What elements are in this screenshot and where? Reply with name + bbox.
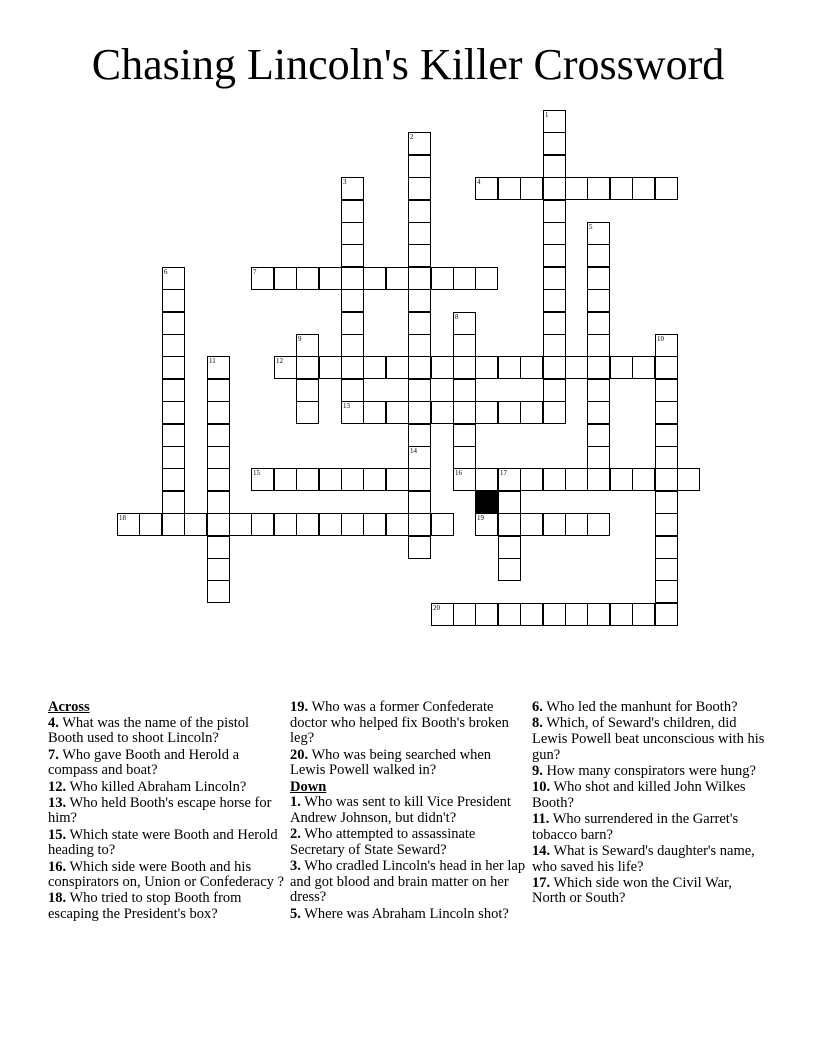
grid-cell[interactable] [117, 513, 140, 536]
clue-number: 7 [253, 268, 257, 276]
clue-across [48, 891, 284, 922]
grid-cell[interactable] [587, 244, 610, 267]
grid-cell[interactable] [587, 334, 610, 357]
grid-cell[interactable] [475, 177, 498, 200]
grid-cell[interactable] [341, 312, 364, 335]
black-cell [475, 491, 498, 514]
grid-cell[interactable] [587, 289, 610, 312]
grid-cell[interactable] [655, 356, 678, 379]
clue-number-label: 18. [48, 890, 67, 907]
grid-cell[interactable] [296, 468, 319, 491]
clue-number: 6 [164, 268, 168, 276]
grid-cell[interactable] [207, 558, 230, 581]
clue-text: Which side won the Civil War, North or South? [532, 874, 732, 907]
clue-number: 18 [119, 514, 126, 522]
grid-cell[interactable] [207, 468, 230, 491]
grid-cell[interactable] [632, 356, 655, 379]
grid-cell[interactable] [543, 334, 566, 357]
grid-cell[interactable] [543, 132, 566, 155]
grid-cell[interactable] [162, 334, 185, 357]
grid-cell[interactable] [655, 379, 678, 402]
clue-text: Who held Booth's escape horse for him? [48, 794, 272, 827]
grid-cell[interactable] [408, 289, 431, 312]
clue-down [532, 700, 768, 716]
clue-number: 17 [500, 469, 507, 477]
grid-cell[interactable] [319, 513, 342, 536]
grid-cell[interactable] [207, 446, 230, 469]
grid-cell[interactable] [341, 289, 364, 312]
grid-cell[interactable] [408, 312, 431, 335]
grid-cell[interactable] [543, 513, 566, 536]
grid-cell[interactable] [453, 468, 476, 491]
grid-cell[interactable] [655, 536, 678, 559]
grid-cell[interactable] [274, 513, 297, 536]
grid-cell[interactable] [431, 356, 454, 379]
clue-number: 14 [410, 447, 417, 455]
grid-cell[interactable] [274, 468, 297, 491]
clue-number-label: 8. [532, 715, 543, 732]
clue-number-label: 13. [48, 794, 67, 811]
grid-cell[interactable] [341, 356, 364, 379]
grid-cell[interactable] [408, 379, 431, 402]
clue-across [290, 748, 526, 779]
grid-cell[interactable] [498, 401, 521, 424]
grid-cell[interactable] [296, 513, 319, 536]
grid-cell[interactable] [453, 312, 476, 335]
clue-down [532, 716, 768, 763]
grid-cell[interactable] [207, 356, 230, 379]
grid-cell[interactable] [677, 468, 700, 491]
grid-cell[interactable] [520, 513, 543, 536]
grid-cell[interactable] [408, 513, 431, 536]
clue-number: 8 [455, 313, 459, 321]
grid-cell[interactable] [543, 177, 566, 200]
clue-text: Which state were Booth and Herold heading to? [48, 826, 278, 859]
grid-cell[interactable] [655, 603, 678, 626]
grid-cell[interactable] [408, 446, 431, 469]
grid-cell[interactable] [655, 334, 678, 357]
clue-text: Who was a former Confederate doctor who helped fix Booth's broken leg? [290, 699, 509, 747]
grid-cell[interactable] [520, 603, 543, 626]
grid-cell[interactable] [655, 580, 678, 603]
grid-cell[interactable] [475, 468, 498, 491]
grid-cell[interactable] [341, 267, 364, 290]
grid-cell[interactable] [453, 379, 476, 402]
grid-cell[interactable] [408, 222, 431, 245]
clue-number-label: 12. [48, 778, 67, 795]
grid-cell[interactable] [341, 200, 364, 223]
grid-cell[interactable] [498, 603, 521, 626]
grid-cell[interactable] [565, 513, 588, 536]
grid-cell[interactable] [363, 401, 386, 424]
clue-number-label: 11. [532, 810, 550, 827]
grid-cell[interactable] [408, 424, 431, 447]
clue-down [532, 764, 768, 780]
grid-cell[interactable] [610, 603, 633, 626]
grid-cell[interactable] [162, 424, 185, 447]
clue-number-label: 20. [290, 746, 309, 763]
grid-cell[interactable] [587, 401, 610, 424]
grid-cell[interactable] [386, 267, 409, 290]
grid-cell[interactable] [162, 446, 185, 469]
grid-cell[interactable] [319, 468, 342, 491]
grid-cell[interactable] [162, 468, 185, 491]
clue-down [290, 795, 526, 826]
grid-cell[interactable] [184, 513, 207, 536]
grid-cell[interactable] [543, 289, 566, 312]
grid-cell[interactable] [587, 222, 610, 245]
grid-cell[interactable] [341, 468, 364, 491]
grid-cell[interactable] [296, 401, 319, 424]
clue-number: 4 [477, 178, 481, 186]
grid-cell[interactable] [655, 401, 678, 424]
grid-cell[interactable] [207, 401, 230, 424]
grid-cell[interactable] [431, 267, 454, 290]
grid-cell[interactable] [543, 222, 566, 245]
grid-cell[interactable] [274, 356, 297, 379]
clue-number: 20 [433, 604, 440, 612]
clue-text: Who was sent to kill Vice President Andrew Johnson, but didn't? [290, 794, 511, 826]
clue-across [48, 796, 284, 827]
grid-cell[interactable] [363, 267, 386, 290]
grid-cell[interactable] [207, 536, 230, 559]
grid-cell[interactable] [655, 513, 678, 536]
grid-cell[interactable] [453, 446, 476, 469]
clue-number: 19 [477, 514, 484, 522]
clue-number: 15 [253, 469, 260, 477]
grid-cell[interactable] [251, 468, 274, 491]
clue-down [532, 780, 768, 811]
grid-cell[interactable] [207, 379, 230, 402]
clue-text: Who killed Abraham Lincoln? [66, 778, 247, 795]
grid-cell[interactable] [162, 401, 185, 424]
grid-cell[interactable] [587, 424, 610, 447]
grid-cell[interactable] [363, 468, 386, 491]
grid-cell[interactable] [498, 558, 521, 581]
grid-cell[interactable] [162, 513, 185, 536]
clue-text: Who attempted to assassinate Secretary of State Seward? [290, 826, 476, 858]
clue-text: What is Seward's daughter's name, who saved his life? [532, 842, 755, 875]
clue-number: 11 [209, 357, 216, 365]
clue-number-label: 10. [532, 779, 551, 796]
page-title: Chasing Lincoln's Killer Crossword [91, 40, 725, 89]
grid-cell[interactable] [498, 177, 521, 200]
clue-number-label: 14. [532, 842, 551, 859]
grid-cell[interactable] [543, 356, 566, 379]
grid-cell[interactable] [296, 334, 319, 357]
grid-cell[interactable] [655, 558, 678, 581]
grid-cell[interactable] [341, 222, 364, 245]
clue-across [48, 860, 284, 891]
grid-cell[interactable] [386, 356, 409, 379]
grid-cell[interactable] [139, 513, 162, 536]
clue-text: How many conspirators were hung? [542, 762, 756, 779]
grid-cell[interactable] [543, 312, 566, 335]
grid-cell[interactable] [162, 289, 185, 312]
grid-cell[interactable] [251, 267, 274, 290]
clue-number-label: 17. [532, 874, 551, 891]
grid-cell[interactable] [408, 155, 431, 178]
clue-number: 3 [343, 178, 347, 186]
clues-column-2 [290, 700, 526, 923]
clue-number: 2 [410, 133, 414, 141]
clue-number: 1 [545, 111, 549, 119]
grid-cell[interactable] [162, 267, 185, 290]
clue-number-label: 19. [290, 699, 309, 715]
grid-cell[interactable] [565, 468, 588, 491]
grid-cell[interactable] [587, 446, 610, 469]
grid-cell[interactable] [543, 110, 566, 133]
grid-cell[interactable] [386, 401, 409, 424]
grid-cell[interactable] [453, 401, 476, 424]
grid-cell[interactable] [408, 401, 431, 424]
clue-across [48, 780, 284, 796]
grid-cell[interactable] [475, 356, 498, 379]
clue-number: 10 [657, 335, 664, 343]
grid-cell[interactable] [162, 379, 185, 402]
grid-cell[interactable] [543, 244, 566, 267]
clue-number: 13 [343, 402, 350, 410]
clue-number-label: 16. [48, 858, 67, 875]
grid-cell[interactable] [655, 468, 678, 491]
grid-cell[interactable] [341, 401, 364, 424]
grid-cell[interactable] [565, 177, 588, 200]
grid-cell[interactable] [520, 401, 543, 424]
grid-cell[interactable] [587, 267, 610, 290]
clue-down [290, 907, 526, 923]
clue-across [48, 828, 284, 859]
grid-cell[interactable] [207, 513, 230, 536]
down-heading: Down [290, 778, 327, 795]
clue-number: 16 [455, 469, 462, 477]
grid-cell[interactable] [408, 177, 431, 200]
clue-text: Who gave Booth and Herold a compass and boat? [48, 746, 240, 779]
grid-cell[interactable] [587, 603, 610, 626]
grid-cell[interactable] [431, 513, 454, 536]
grid-cell[interactable] [587, 468, 610, 491]
grid-cell[interactable] [274, 267, 297, 290]
grid-cell[interactable] [341, 379, 364, 402]
grid-cell[interactable] [543, 267, 566, 290]
grid-cell[interactable] [408, 468, 431, 491]
grid-cell[interactable] [386, 468, 409, 491]
clue-down [290, 827, 526, 858]
grid-cell[interactable] [498, 536, 521, 559]
grid-cell[interactable] [610, 177, 633, 200]
grid-cell[interactable] [587, 356, 610, 379]
grid-cell[interactable] [207, 580, 230, 603]
across-heading: Across [48, 699, 90, 715]
grid-cell[interactable] [319, 356, 342, 379]
grid-cell[interactable] [296, 267, 319, 290]
grid-cell[interactable] [543, 379, 566, 402]
grid-cell[interactable] [408, 491, 431, 514]
grid-cell[interactable] [408, 244, 431, 267]
grid-cell[interactable] [453, 334, 476, 357]
clue-text: Where was Abraham Lincoln shot? [300, 905, 509, 922]
clue-down [532, 812, 768, 843]
clue-number-label: 7. [48, 746, 59, 763]
grid-cell[interactable] [386, 513, 409, 536]
grid-cell[interactable] [162, 491, 185, 514]
grid-cell[interactable] [632, 468, 655, 491]
clue-down [532, 844, 768, 875]
grid-cell[interactable] [543, 200, 566, 223]
clue-across [48, 716, 284, 747]
grid-cell[interactable] [565, 356, 588, 379]
grid-cell[interactable] [655, 177, 678, 200]
grid-cell[interactable] [408, 356, 431, 379]
grid-cell[interactable] [207, 424, 230, 447]
clue-number-label: 15. [48, 826, 67, 843]
grid-cell[interactable] [296, 379, 319, 402]
grid-cell[interactable] [453, 424, 476, 447]
grid-cell[interactable] [431, 603, 454, 626]
clue-number: 12 [276, 357, 283, 365]
grid-cell[interactable] [475, 267, 498, 290]
clue-text: Who cradled Lincoln's head in her lap and got blood and brain matter on her dress? [290, 858, 526, 906]
clue-number-label: 9. [532, 762, 543, 779]
clue-number-label: 5. [290, 905, 301, 922]
grid-cell[interactable] [251, 513, 274, 536]
clue-down [532, 876, 768, 907]
clue-text: Which side were Booth and his conspirators on, Union or Confederacy ? [48, 858, 284, 891]
grid-cell[interactable] [655, 424, 678, 447]
grid-cell[interactable] [363, 513, 386, 536]
clue-number-label: 1. [290, 794, 301, 811]
clue-number-label: 6. [532, 699, 543, 715]
clue-number: 9 [298, 335, 302, 343]
grid-cell[interactable] [408, 536, 431, 559]
clue-text: Who led the manhunt for Booth? [542, 699, 738, 715]
grid-cell[interactable] [587, 379, 610, 402]
grid-cell[interactable] [543, 401, 566, 424]
grid-cell[interactable] [341, 177, 364, 200]
grid-cell[interactable] [543, 603, 566, 626]
clues-column-1 [48, 700, 284, 923]
clue-number: 5 [589, 223, 593, 231]
grid-cell[interactable] [520, 356, 543, 379]
clue-number-label: 3. [290, 858, 301, 875]
grid-cell[interactable] [498, 513, 521, 536]
grid-cell[interactable] [475, 603, 498, 626]
grid-cell[interactable] [475, 513, 498, 536]
clue-text: Who tried to stop Booth from escaping the President's box? [48, 890, 242, 923]
grid-cell[interactable] [543, 468, 566, 491]
grid-cell[interactable] [319, 267, 342, 290]
grid-cell[interactable] [610, 468, 633, 491]
grid-cell[interactable] [341, 244, 364, 267]
grid-cell[interactable] [408, 132, 431, 155]
clue-text: Who shot and killed John Wilkes Booth? [532, 779, 746, 811]
clue-text: Who surrendered in the Garret's tobacco barn? [532, 810, 739, 843]
grid-cell[interactable] [408, 200, 431, 223]
grid-cell[interactable] [565, 603, 588, 626]
clue-number-label: 4. [48, 714, 59, 731]
grid-cell[interactable] [475, 401, 498, 424]
grid-cell[interactable] [162, 356, 185, 379]
grid-cell[interactable] [498, 356, 521, 379]
grid-cell[interactable] [341, 513, 364, 536]
grid-cell[interactable] [520, 468, 543, 491]
clue-across [290, 700, 526, 747]
grid-cell[interactable] [498, 491, 521, 514]
grid-cell[interactable] [655, 446, 678, 469]
grid-cell[interactable] [453, 356, 476, 379]
grid-cell[interactable] [296, 356, 319, 379]
clue-text: What was the name of the pistol Booth used to shoot Lincoln? [48, 714, 250, 747]
clue-across [48, 748, 284, 779]
grid-cell[interactable] [162, 312, 185, 335]
grid-cell[interactable] [632, 177, 655, 200]
grid-cell[interactable] [498, 468, 521, 491]
grid-cell[interactable] [632, 603, 655, 626]
grid-cell[interactable] [453, 267, 476, 290]
grid-cell[interactable] [408, 334, 431, 357]
grid-cell[interactable] [229, 513, 252, 536]
grid-cell[interactable] [453, 603, 476, 626]
grid-cell[interactable] [543, 155, 566, 178]
clue-down [290, 859, 526, 906]
grid-cell[interactable] [207, 491, 230, 514]
grid-cell[interactable] [341, 334, 364, 357]
grid-cell[interactable] [610, 356, 633, 379]
grid-cell[interactable] [520, 177, 543, 200]
grid-cell[interactable] [431, 401, 454, 424]
clue-text: Which, of Seward's children, did Lewis Powell beat unconscious with his gun? [532, 715, 765, 763]
grid-cell[interactable] [587, 177, 610, 200]
grid-cell[interactable] [408, 267, 431, 290]
clues-column-3 [532, 700, 768, 908]
clue-text: Who was being searched when Lewis Powell walked in? [290, 746, 492, 779]
grid-cell[interactable] [587, 312, 610, 335]
grid-cell[interactable] [363, 356, 386, 379]
clue-number-label: 2. [290, 826, 301, 843]
grid-cell[interactable] [587, 513, 610, 536]
grid-cell[interactable] [655, 491, 678, 514]
